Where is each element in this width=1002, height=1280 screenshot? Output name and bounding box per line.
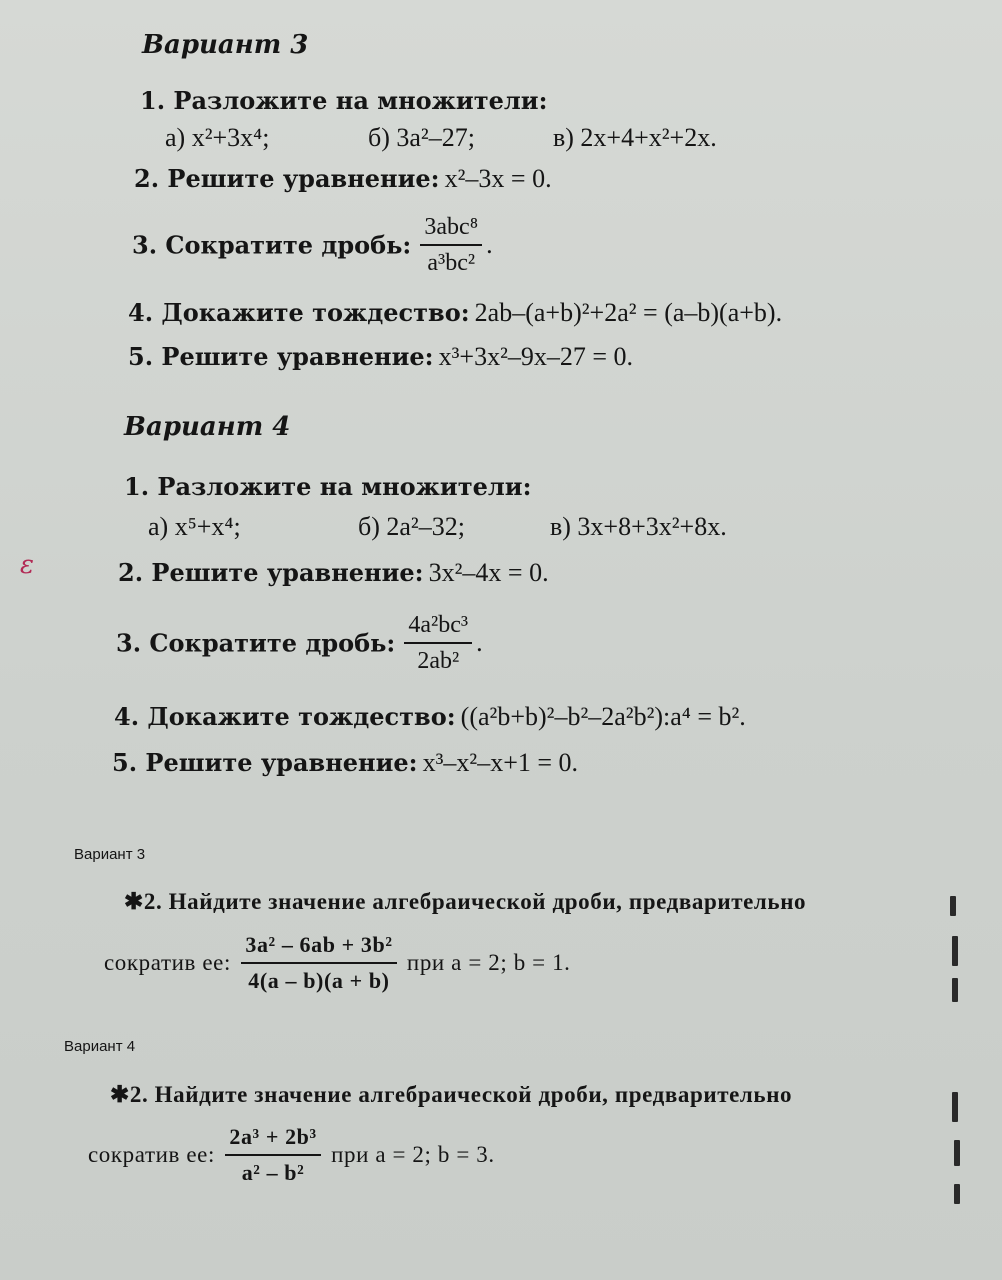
extra3-task-text: ✱2. Найдите значение алгебраической дроби, предварительно [124, 889, 807, 914]
v4-task3-label: 3. Сократите дробь: [116, 628, 396, 658]
v3-task5-label: 5. Решите уравнение: [128, 342, 434, 371]
v4-task3-fraction [404, 608, 472, 678]
extra4-numerator: 2a³ + 2b³ [225, 1120, 320, 1156]
v4-task5-expr: x³–x²–x+1 = 0. [422, 748, 579, 777]
v3-task3-numerator: 3abc⁸ [420, 210, 482, 246]
extra3-condition: при a = 2; b = 1. [406, 950, 571, 975]
v4-task5-label: 5. Решите уравнение: [112, 748, 418, 777]
margin-mark [952, 936, 958, 966]
extra4-denominator: a² – b² [241, 1160, 305, 1185]
v4-task1-c: в) 3x+8+3x²+8x. [550, 512, 727, 541]
extra3-prefix: сократив ее: [104, 950, 231, 975]
margin-mark [952, 1092, 958, 1122]
v4-task3-numerator: 4a²bc³ [404, 608, 472, 644]
v3-task1-b: б) 3a²–27; [368, 123, 475, 152]
margin-mark [954, 1140, 960, 1166]
v3-task3-fraction [420, 210, 482, 280]
v4-task3-denominator: 2ab² [417, 648, 460, 674]
v3-task2 [134, 164, 552, 194]
v3-task4 [128, 298, 782, 328]
extra-variant-3-label: Вариант 3 [74, 846, 146, 863]
pen-mark: ε [20, 550, 34, 580]
v3-task2-expr: x²–3x = 0. [444, 164, 552, 193]
v4-task1-b: б) 2a²–32; [358, 512, 465, 541]
v4-task4-label: 4. Докажите тождество: [114, 702, 456, 731]
v4-task4-expr: ((a²b+b)²–b²–2a²b²):a⁴ = b². [460, 702, 746, 731]
v3-task5 [128, 342, 633, 372]
v3-task4-label: 4. Докажите тождество: [128, 298, 470, 327]
v3-task3-label: 3. Сократите дробь: [132, 230, 412, 260]
extra3-fraction [241, 928, 396, 998]
v4-task4 [114, 702, 746, 732]
extra3-fraction-line [104, 928, 571, 998]
v4-task3: 3. Сократите дробь: $\frac{\text{4a²bc³}}{\text{2ab²}}$ . [116, 608, 483, 678]
extra-variant-4-label: Вариант 4 [64, 1038, 136, 1055]
v4-task2-expr: 3x²–4x = 0. [428, 558, 549, 587]
v3-task1-c: в) 2x+4+x²+2x. [553, 123, 717, 152]
extra4-fraction-line [88, 1120, 495, 1190]
extra4-task-text: ✱2. Найдите значение алгебраической дроби, предварительно [110, 1082, 793, 1107]
v4-task1-label: 1. Разложите на множители: [124, 472, 532, 501]
v3-task5-expr: x³+3x²–9x–27 = 0. [438, 342, 634, 371]
variant-3-heading: Вариант 3 [142, 30, 309, 60]
v3-task3-denominator: a³bc² [427, 250, 476, 276]
extra4-fraction [225, 1120, 320, 1190]
v3-task2-label: 2. Решите уравнение: [134, 164, 440, 193]
v4-task2-label: 2. Решите уравнение: [118, 558, 424, 587]
v3-task1-a: а) x²+3x⁴; [165, 123, 270, 152]
margin-mark [954, 1184, 960, 1204]
extra3-numerator: 3a² – 6ab + 3b² [241, 928, 396, 964]
extra3-denominator: 4(a – b)(a + b) [248, 968, 390, 993]
extra4-condition: при a = 2; b = 3. [331, 1142, 495, 1167]
v3-task3: 3. Сократите дробь: $\frac{\text{3abc⁸}}{\text{a³bc²}}$ . [132, 210, 493, 280]
extra4-prefix: сократив ее: [88, 1142, 215, 1167]
v3-task4-expr: 2ab–(a+b)²+2a² = (a–b)(a+b). [474, 298, 783, 327]
v4-task1-a: а) x⁵+x⁴; [148, 512, 241, 541]
margin-mark [950, 896, 956, 916]
v3-task1-label: 1. Разложите на множители: [140, 86, 548, 115]
variant-4-heading: Вариант 4 [124, 412, 291, 442]
margin-mark [952, 978, 958, 1002]
v4-task2 [118, 558, 549, 588]
v4-task5 [112, 748, 578, 778]
